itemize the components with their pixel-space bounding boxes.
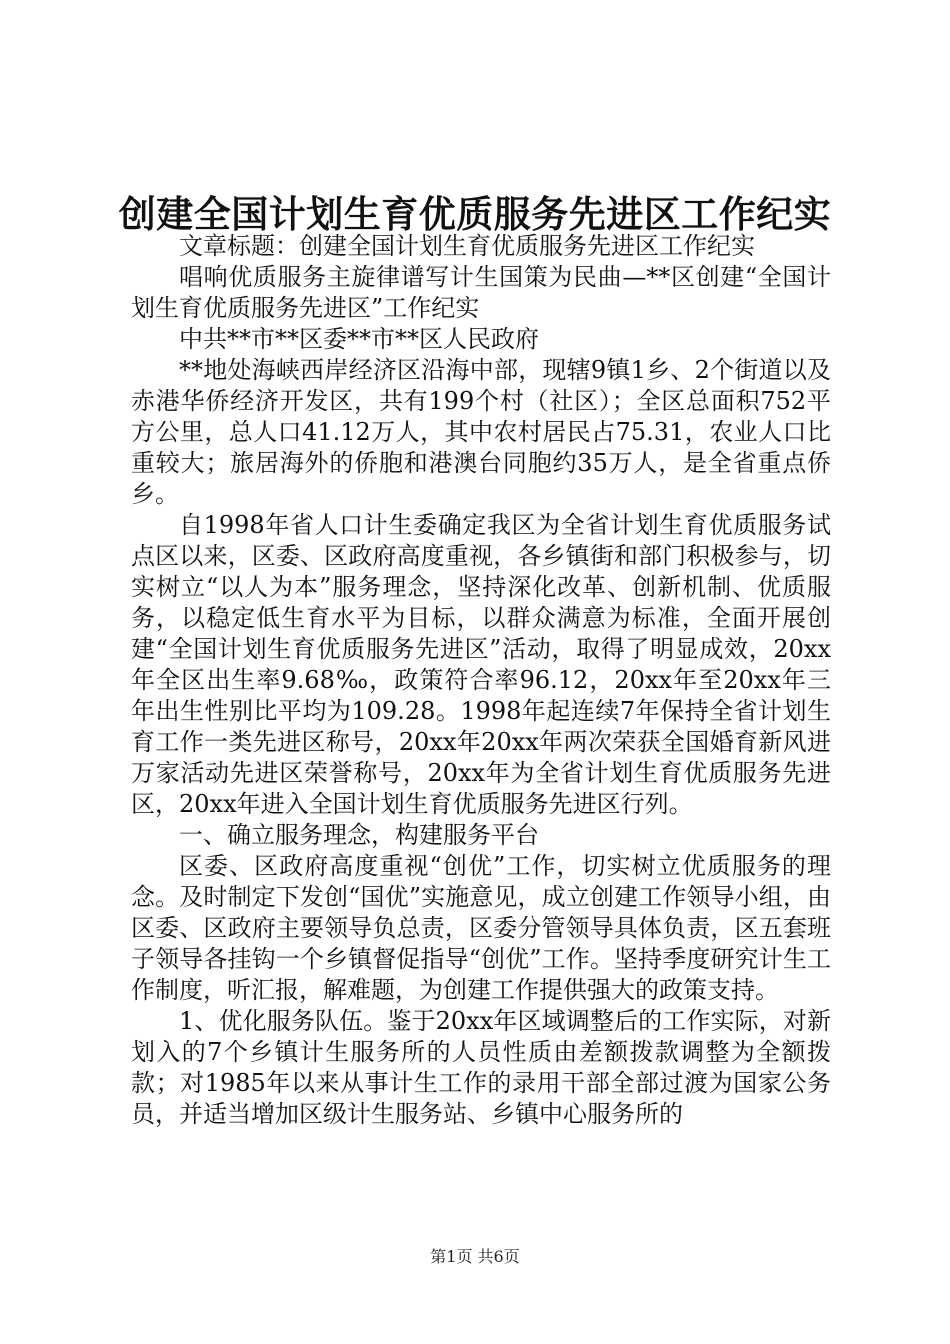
paragraph: 唱响优质服务主旋律谱写计生国策为民曲—**区创建“全国计划生育优质服务先进区”工作纪实 <box>131 263 831 322</box>
page-footer: 第1页 共6页 <box>430 1247 520 1266</box>
paragraph: 1、优化服务队伍。鉴于20xx年区域调整后的工作实际，对新划入的7个乡镇计生服务所的人员性质由差额拨款调整为全额拨款；对1985年以来从事计生工作的录用干部全部过渡为国家公务员，并适当增加区级计生服务站、乡镇中心服务所的 <box>131 1007 831 1128</box>
paragraph: 自1998年省人口计生委确定我区为全省计划生育优质服务试点区以来，区委、区政府高度重视，各乡镇街和部门积极参与，切实树立“以人为本”服务理念，坚持深化改革、创新机制、优质服务，以稳定低生育水平为目标，以群众满意为标准，全面开展创建“全国计划生育优质服务先进区”活动，取得了明显成效，20xx年全区出生率9.68‰，政策符合率96.12，20xx年至20xx年三年出生性别比平均为109.28。1998年起连续7年保持全省计划生育工作一类先进区称号，20xx年20xx年两次荣获全国婚育新风进万家活动先进区荣誉称号，20xx年为全省计划生育优质服务先进区，20xx年进入全国计划生育优质服务先进区行列。 <box>131 511 831 818</box>
paragraph: 区委、区政府高度重视“创优”工作，切实树立优质服务的理念。及时制定下发创“国优”实施意见，成立创建工作领导小组，由区委、区政府主要领导负总责，区委分管领导具体负责，区五套班子领导各挂钩一个乡镇督促指导“创优”工作。坚持季度研究计生工作制度，听汇报，解难题，为创建工作提供强大的政策支持。 <box>131 852 831 1004</box>
section-heading: 一、确立服务理念，构建服务平台 <box>179 821 539 849</box>
paragraph: 文章标题：创建全国计划生育优质服务先进区工作纪实 <box>179 232 755 260</box>
document-body <box>131 231 831 1130</box>
document-title: 创建全国计划生育优质服务先进区工作纪实 <box>118 193 832 236</box>
paragraph: **地处海峡西岸经济区沿海中部，现辖9镇1乡、2个街道以及赤港华侨经济开发区，共有199个村（社区）；全区总面积752平方公里，总人口41.12万人，其中农村居民占75.31，农业人口比重较大；旅居海外的侨胞和港澳台同胞约35万人，是全省重点侨乡。 <box>131 356 831 508</box>
paragraph: 中共**市**区委**市**区人民政府 <box>179 325 539 353</box>
